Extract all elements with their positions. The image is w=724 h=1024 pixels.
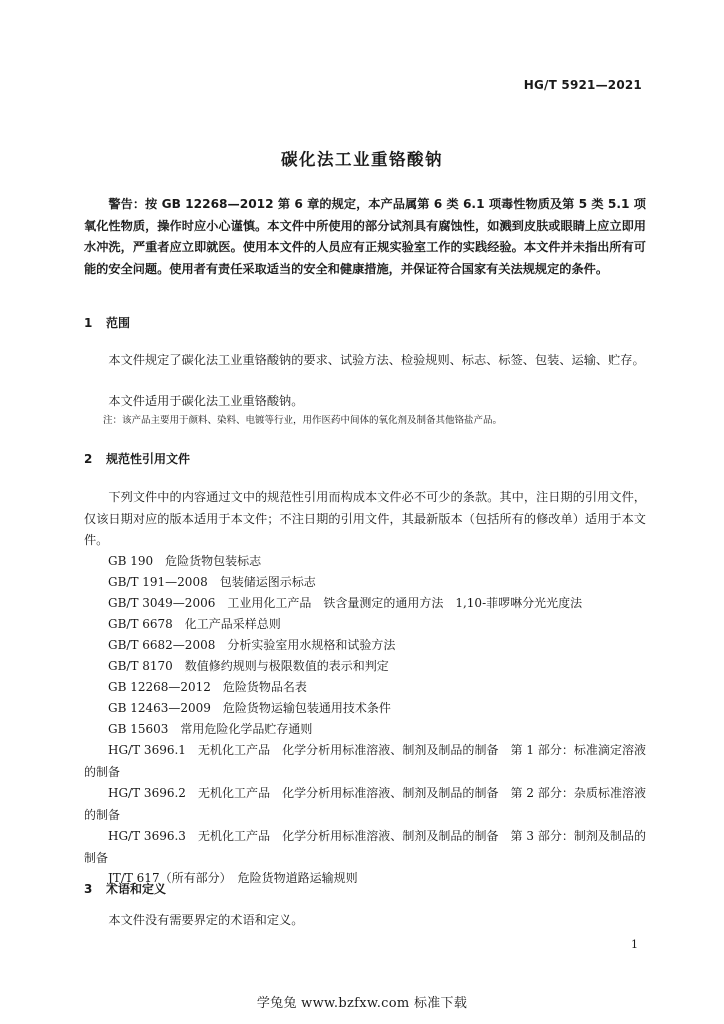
document-title: 碳化法工业重铬酸钠 <box>281 150 443 169</box>
reference-item: GB 12463—2009 危险货物运输包装通用技术条件 <box>108 701 391 715</box>
section-1-number: 1 <box>84 316 93 330</box>
section-2-title: 规范性引用文件 <box>106 452 191 466</box>
reference-item: GB/T 3049—2006 工业用化工产品 铁含量测定的通用方法 1,10-菲啰啉分光光度法 <box>108 596 583 610</box>
reference-item: JT/T 617（所有部分） 危险货物道路运输规则 <box>108 871 358 885</box>
warning-paragraph: 警告：按 GB 12268—2012 第 6 章的规定，本产品属第 6 类 6.1 项毒性物质及第 5 类 5.1 项氧化性物质，操作时应小心谨慎。本文件中所使用的部分试剂具有腐蚀性，如溅到皮肤或眼睛上应立即用水冲洗，严重者应立即就医。使用本文件的人员应有正规实验室工作的实践经验。本文件并未指出所有可能的安全问题。使用者有责任采取适当的安全和健康措施，并保证符合国家有关法规规定的条件。 <box>84 197 646 276</box>
section-3-heading <box>84 880 166 897</box>
section-3-number: 3 <box>84 882 93 896</box>
reference-item: GB/T 6678 化工产品采样总则 <box>108 617 281 631</box>
section-1-heading <box>84 314 130 331</box>
reference-item: HG/T 3696.2 无机化工产品 化学分析用标准溶液、制剂及制品的制备 第 2 部分：杂质标准溶液的制备 <box>84 786 646 822</box>
standard-code: HG/T 5921—2021 <box>523 78 642 92</box>
reference-item: GB/T 8170 数值修约规则与极限数值的表示和判定 <box>108 659 389 673</box>
reference-item: GB/T 191—2008 包装储运图示标志 <box>108 575 316 589</box>
section-1-applicability-paragraph: 本文件适用于碳化法工业重铬酸钠。 <box>108 394 304 408</box>
reference-item: GB 12268—2012 危险货物品名表 <box>108 680 307 694</box>
reference-item: GB 15603 常用危险化学品贮存通则 <box>108 722 313 736</box>
section-1-note: 注：该产品主要用于颜料、染料、电镀等行业，用作医药中间体的氧化剂及制备其他铬盐产品。 <box>103 415 503 426</box>
reference-item: GB/T 6682—2008 分析实验室用水规格和试验方法 <box>108 638 396 652</box>
section-3-paragraph: 本文件没有需要界定的术语和定义。 <box>108 913 304 927</box>
section-2-number: 2 <box>84 452 93 466</box>
reference-item: HG/T 3696.3 无机化工产品 化学分析用标准溶液、制剂及制品的制备 第 3 部分：制剂及制品的制备 <box>84 829 646 865</box>
section-3-title: 术语和定义 <box>106 882 167 896</box>
section-2-heading <box>84 450 190 467</box>
reference-item: GB 190 危险货物包装标志 <box>108 554 262 568</box>
section-1-title: 范围 <box>106 316 131 330</box>
watermark-footer: 学兔兔 www.bzfxw.com 标准下载 <box>256 996 468 1011</box>
reference-item: HG/T 3696.1 无机化工产品 化学分析用标准溶液、制剂及制品的制备 第 1 部分：标准滴定溶液的制备 <box>84 743 646 779</box>
section-2-intro-paragraph: 下列文件中的内容通过文中的规范性引用而构成本文件必不可少的条款。其中，注日期的引用文件，仅该日期对应的版本适用于本文件；不注日期的引用文件，其最新版本（包括所有的修改单）适用于本文件。 <box>84 490 646 547</box>
page-number: 1 <box>631 938 638 951</box>
section-1-scope-paragraph: 本文件规定了碳化法工业重铬酸钠的要求、试验方法、检验规则、标志、标签、包装、运输、贮存。 <box>108 353 645 367</box>
